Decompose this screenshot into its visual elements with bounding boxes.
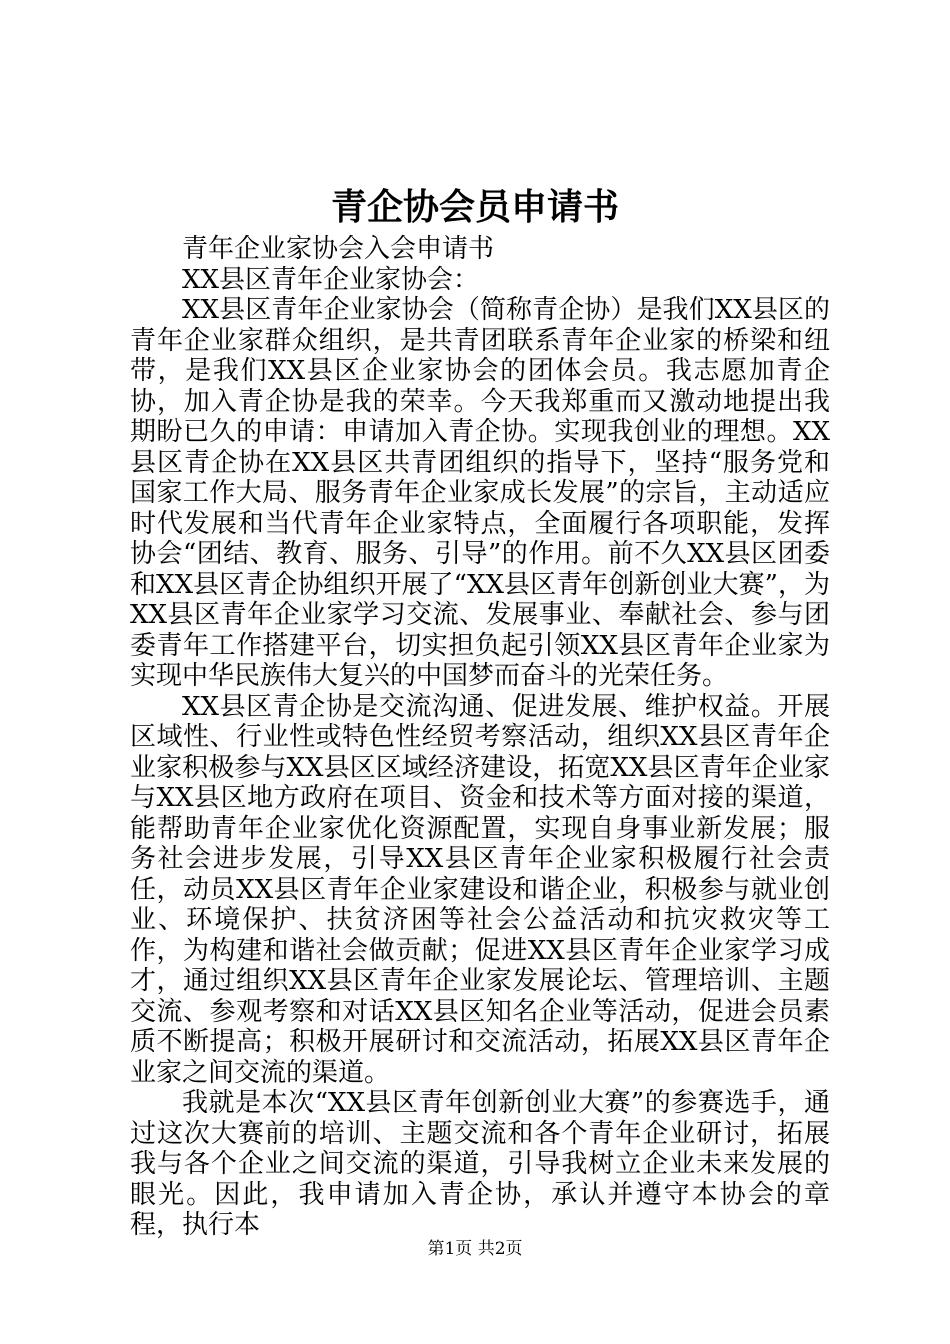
document-body: [130, 234, 830, 1241]
body-paragraph: 我就是本次“XX县区青年创新创业大赛”的参赛选手，通过这次大赛前的培训、主题交流和各个青年企业研讨，拓展我与各个企业之间交流的渠道，引导我树立企业未来发展的眼光。因此，我申请加入青企协，承认并遵守本协会的章程，执行本: [130, 1088, 830, 1240]
body-paragraph: XX县区青企协是交流沟通、促进发展、维护权益。开展区域性、行业性或特色性经贸考察活动，组织XX县区青年企业家积极参与XX县区区域经济建设，拓宽XX县区青年企业家与XX县区地方政府在项目、资金和技术等方面对接的渠道，能帮助青年企业家优化资源配置，实现自身事业新发展；服务社会进步发展，引导XX县区青年企业家积极履行社会责任，动员XX县区青年企业家建设和谐企业，积极参与就业创业、环境保护、扶贫济困等社会公益活动和抗灾救灾等工作，为构建和谐社会做贡献；促进XX县区青年企业家学习成才，通过组织XX县区青年企业家发展论坛、管理培训、主题交流、参观考察和对话XX县区知名企业等活动，促进会员素质不断提高；积极开展研讨和交流活动，拓展XX县区青年企业家之间交流的渠道。: [130, 691, 830, 1088]
page-number: 第1页 共2页: [427, 1239, 523, 1259]
body-paragraph: XX县区青年企业家协会（简称青企协）是我们XX县区的青年企业家群众组织，是共青团联系青年企业家的桥梁和纽带，是我们XX县区企业家协会的团体会员。我志愿加青企协，加入青企协是我的荣幸。今天我郑重而又激动地提出我期盼已久的申请：申请加入青企协。实现我创业的理想。XX县区青企协在XX县区共青团组织的指导下，坚持“服务党和国家工作大局、服务青年企业家成长发展”的宗旨，主动适应时代发展和当代青年企业家特点，全面履行各项职能，发挥协会“团结、教育、服务、引导”的作用。前不久XX县区团委和XX县区青企协组织开展了“XX县区青年创新创业大赛”，为XX县区青年企业家学习交流、发展事业、奉献社会、参与团委青年工作搭建平台，切实担负起引领XX县区青年企业家为实现中华民族伟大复兴的中国梦而奋斗的光荣任务。: [130, 295, 830, 691]
subtitle-paragraph: 青年企业家协会入会申请书: [182, 234, 495, 264]
salutation-paragraph: XX县区青年企业家协会：: [182, 264, 480, 295]
page-title: 青企协会员申请书: [330, 186, 619, 228]
